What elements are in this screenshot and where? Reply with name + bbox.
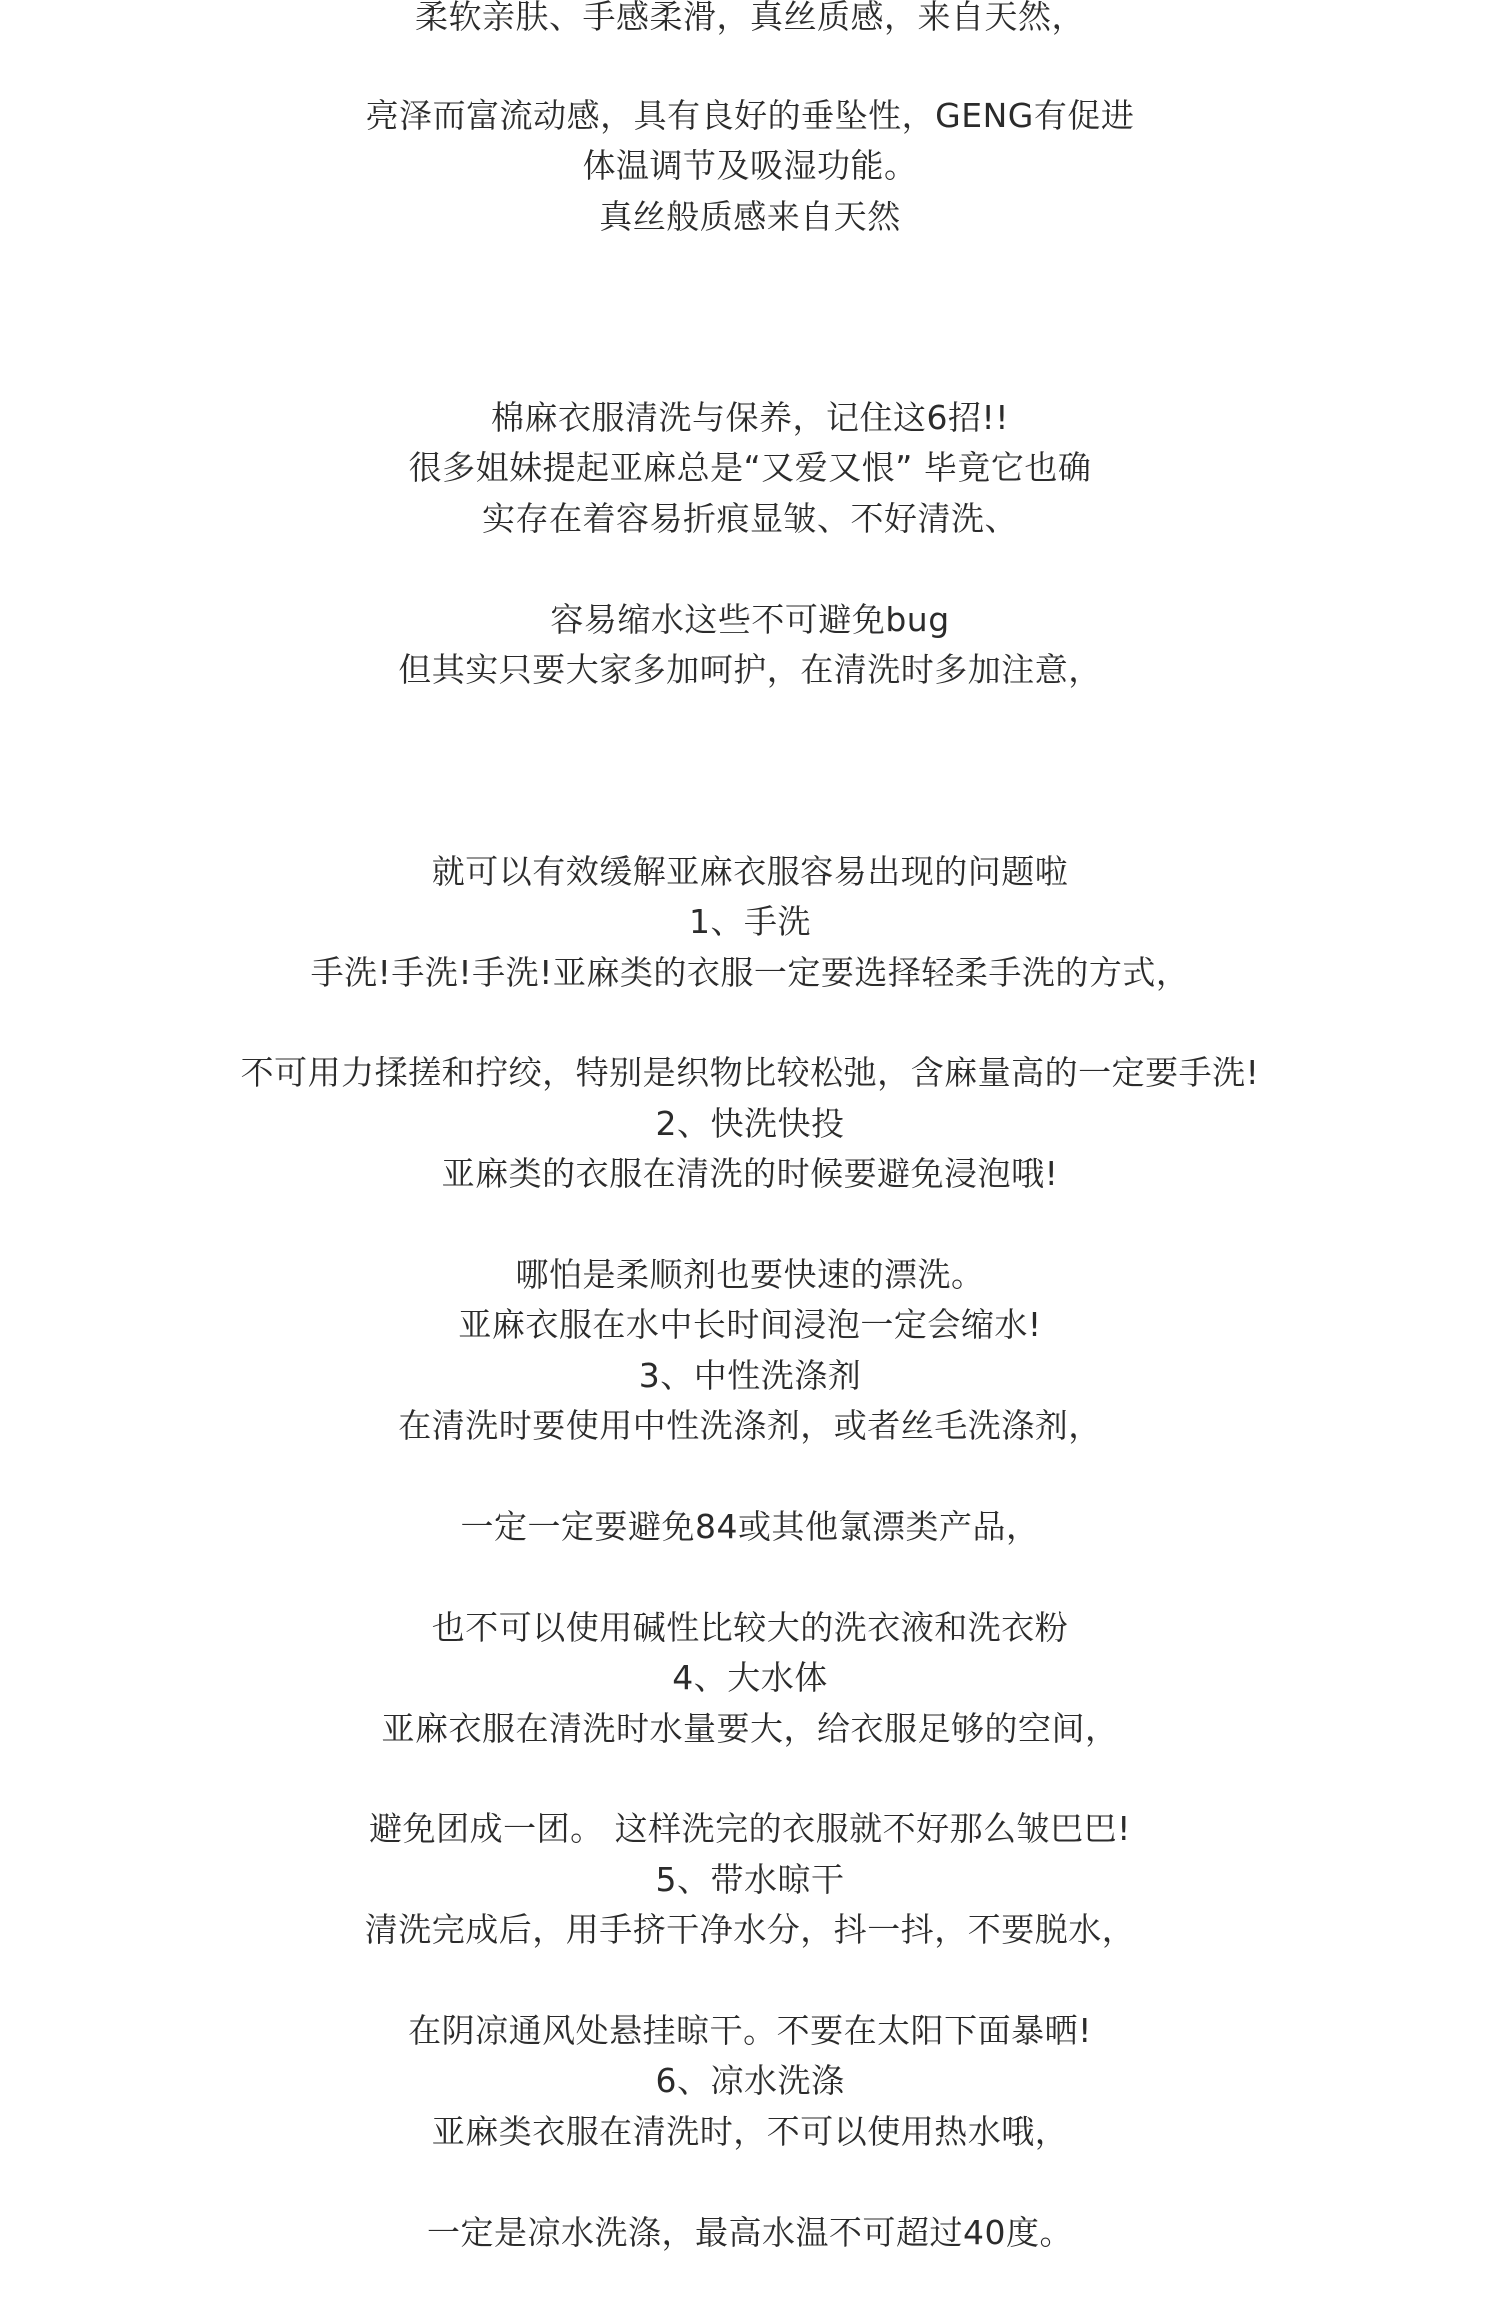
tip-3-line-2: 一定一定要避免84或其他氯漂类产品， [460,1507,1040,1546]
tip-2-line-3: 亚麻衣服在水中长时间浸泡一定会缩水! [458,1305,1042,1344]
tip-5-line-2: 在阴凉通风处悬挂晾干。不要在太阳下面暴晒! [408,2011,1092,2050]
care-title: 棉麻衣服清洗与保养，记住这6招!! [491,398,1009,437]
intro-line-1: 柔软亲肤、手感柔滑，真丝质感，来自天然， [415,0,1085,36]
tip-3-line-1: 在清洗时要使用中性洗涤剂，或者丝毛洗涤剂， [398,1406,1102,1445]
tip-4-line-2: 避免团成一团。 这样洗完的衣服就不好那么皱巴巴! [369,1809,1131,1848]
intro-line-4: 真丝般质感来自天然 [599,197,901,236]
tip-5-heading: 5、带水晾干 [655,1860,845,1899]
intro-line-3: 体温调节及吸湿功能。 [582,146,918,185]
tip-2-line-1: 亚麻类的衣服在清洗的时候要避免浸泡哦! [441,1154,1059,1193]
tip-2-line-2: 哪怕是柔顺剂也要快速的漂洗。 [515,1255,985,1294]
intro-line-2: 亮泽而富流动感，具有良好的垂坠性，GENG有促进 [365,96,1135,135]
care-intro-line-3: 容易缩水这些不可避免bug [550,600,950,639]
tip-1-line-2: 不可用力揉搓和拧绞，特别是织物比较松弛，含麻量高的一定要手洗! [240,1053,1260,1092]
tip-6-line-2: 一定是凉水洗涤，最高水温不可超过40度。 [427,2213,1073,2252]
tip-1-line-1: 手洗!手洗!手洗!亚麻类的衣服一定要选择轻柔手洗的方式， [310,953,1190,992]
care-intro-line-4: 但其实只要大家多加呵护，在清洗时多加注意， [398,650,1102,689]
tip-3-heading: 3、中性洗涤剂 [638,1356,862,1395]
tip-6-line-1: 亚麻类衣服在清洗时，不可以使用热水哦， [431,2112,1069,2151]
tip-5-line-1: 清洗完成后，用手挤干净水分，抖一抖，不要脱水， [364,1910,1136,1949]
care-intro-line-2: 实存在着容易折痕显皱、不好清洗、 [482,499,1018,538]
tip-3-line-3: 也不可以使用碱性比较大的洗衣液和洗衣粉 [431,1608,1069,1647]
tip-4-line-1: 亚麻衣服在清洗时水量要大，给衣服足够的空间， [381,1709,1119,1748]
care-intro-line-5: 就可以有效缓解亚麻衣服容易出现的问题啦 [431,852,1069,891]
tip-6-heading: 6、凉水洗涤 [655,2061,845,2100]
care-intro-line-1: 很多姐妹提起亚麻总是“又爱又恨” 毕竟它也确 [408,448,1092,487]
tip-4-heading: 4、大水体 [672,1658,828,1697]
tip-2-heading: 2、快洗快投 [655,1104,845,1143]
tip-1-heading: 1、手洗 [689,902,811,941]
